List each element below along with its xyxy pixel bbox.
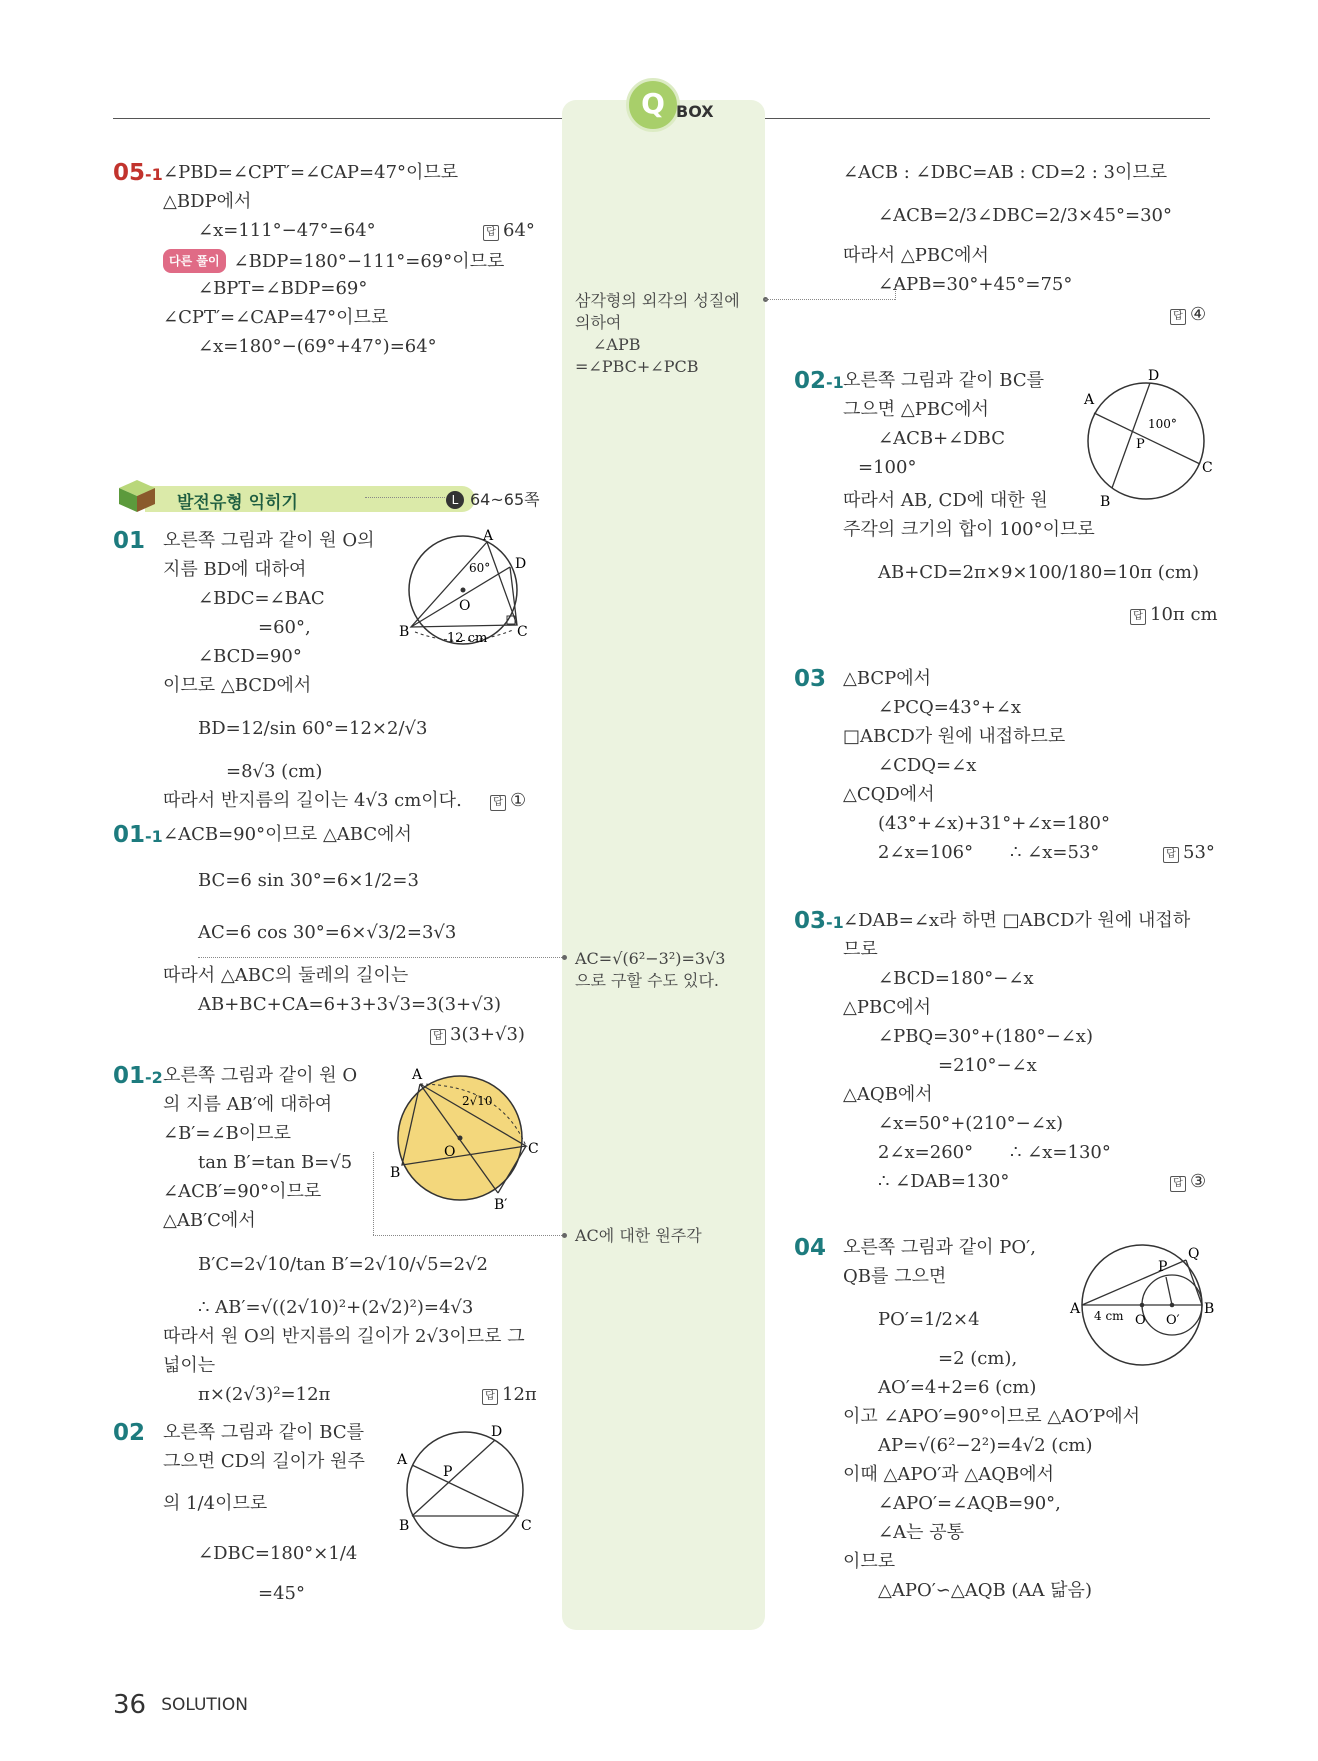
solution-line: △PBC에서 — [843, 997, 932, 1018]
problem-number-02: 02 — [113, 1420, 146, 1446]
fig-label-B: B — [390, 1165, 401, 1181]
section-header — [115, 482, 365, 514]
fig-label-B: B — [399, 1518, 410, 1534]
answer-box: 답 12π — [482, 1384, 537, 1405]
solution-line: =60°, — [258, 617, 311, 638]
solution-line: =45° — [258, 1583, 305, 1604]
solution-line: ∠BCD=90° — [198, 646, 302, 667]
fig-angle-label: 60° — [469, 561, 491, 575]
solution-line: 넓이는 — [163, 1355, 216, 1376]
solution-line: ∠x=50°+(210°−∠x) — [878, 1113, 1064, 1134]
fig-length-label: 4 cm — [1094, 1309, 1124, 1323]
problem-number-01-1: 01-1 — [113, 822, 163, 848]
solution-line: ∠BCD=180°−∠x — [878, 968, 1034, 989]
figure-04-circles — [1068, 1240, 1218, 1370]
section-leader-dots — [365, 497, 445, 498]
answer-icon: 답 — [1170, 309, 1186, 325]
answer-icon: 답 — [1163, 847, 1179, 863]
problem-number-01-2: 01-2 — [113, 1063, 163, 1089]
problem-number-03: 03 — [794, 666, 827, 692]
solution-line: 따라서 △ABC의 둘레의 길이는 — [163, 965, 409, 986]
solution-line: ∠PCQ=43°+∠x — [878, 697, 1022, 718]
alt-solution-badge: 다른 풀이 — [163, 249, 226, 273]
page-footer — [113, 1690, 248, 1720]
problem-number-03-1: 03-1 — [794, 908, 844, 934]
solution-line: 므로 — [843, 939, 878, 960]
fig-label-A: A — [483, 528, 494, 544]
solution-line: QB를 그으면 — [843, 1266, 947, 1287]
solution-line: 2∠x=106° — [878, 842, 974, 863]
formula-line: BD=12/sin 60°=12×2/√3 — [198, 718, 428, 739]
fig-length-label: 12 cm — [447, 631, 488, 646]
answer-icon: 답 — [482, 1389, 498, 1405]
solution-line: 지름 BD에 대하여 — [163, 559, 307, 580]
solution-line: 2∠x=260° — [878, 1142, 974, 1163]
solution-line: =100° — [858, 457, 917, 478]
fig-label-Oprime: O′ — [1166, 1313, 1180, 1328]
fig-label-D: D — [1148, 368, 1160, 384]
formula-line: AC=6 cos 30°=6×√3/2=3√3 — [198, 922, 457, 943]
solution-line: ∠PBD=∠CPT′=∠CAP=47°이므로 — [163, 162, 459, 183]
fig-label-P: P — [443, 1464, 453, 1480]
problem-number-04: 04 — [794, 1235, 827, 1261]
solution-line: 오른쪽 그림과 같이 BC를 — [163, 1422, 364, 1443]
section-cube-icon — [115, 478, 161, 514]
fig-label-A: A — [1070, 1301, 1081, 1317]
solution-line: 이때 △APO′과 △AQB에서 — [843, 1464, 1055, 1485]
fig-label-B: B — [399, 624, 410, 640]
fig-label-O: O — [459, 598, 471, 614]
answer-box: 답 3(3+√3) — [430, 1024, 525, 1045]
fig-label-C: C — [521, 1518, 532, 1534]
answer-icon: 답 — [483, 225, 499, 241]
l-badge-icon: L — [446, 491, 464, 509]
fig-label-A: A — [412, 1067, 423, 1083]
formula-line: ∴ AB′=√((2√10)²+(2√2)²)=4√3 — [198, 1297, 474, 1318]
solution-line: =210°−∠x — [938, 1055, 1037, 1076]
solution-line: ∠B′=∠B이므로 — [163, 1123, 291, 1144]
answer-icon: 답 — [490, 795, 506, 811]
fig-label-C: C — [1202, 460, 1213, 476]
solution-line: 오른쪽 그림과 같이 원 O — [163, 1065, 358, 1086]
answer-icon: 답 — [430, 1029, 446, 1045]
figure-01-2-circle — [390, 1063, 540, 1211]
solution-line: ∴ ∠DAB=130° — [878, 1171, 1010, 1192]
note-1-leader — [765, 299, 895, 300]
solution-line: =8√3 (cm) — [226, 761, 323, 782]
solution-line: ∠ACB+∠DBC — [878, 428, 1006, 449]
answer-box: 답 64° — [483, 220, 535, 241]
figure-01-circle — [395, 528, 535, 648]
qbox-note-3: AC에 대한 원주각 — [575, 1226, 702, 1245]
solution-line: 따라서 원 O의 반지름의 길이가 2√3이므로 그 — [163, 1326, 525, 1347]
note-2-leader — [198, 957, 562, 958]
solution-line: 이므로 △BCD에서 — [163, 675, 312, 696]
answer-icon: 답 — [1170, 1176, 1186, 1192]
fig-label-A: A — [1084, 392, 1095, 408]
footer-label: SOLUTION — [161, 1695, 248, 1715]
note-3-leader-vertical — [373, 1152, 374, 1235]
fig-label-O: O — [1135, 1313, 1146, 1328]
fig-label-P: P — [1136, 437, 1145, 452]
solution-line: ∠APO′=∠AQB=90°, — [878, 1493, 1061, 1514]
solution-line: 이므로 — [843, 1551, 896, 1572]
solution-line: △APO′∽△AQB (AA 닮음) — [878, 1580, 1092, 1601]
solution-line: (43°+∠x)+31°+∠x=180° — [878, 813, 1111, 834]
fig-label-P: P — [1158, 1259, 1168, 1275]
solution-line: 따라서 반지름의 길이는 4√3 cm이다. — [163, 790, 462, 811]
solution-line: ∴ ∠x=130° — [1010, 1142, 1111, 1163]
solution-line: AB+BC+CA=6+3+3√3=3(3+√3) — [198, 994, 502, 1015]
solution-line: △AQB에서 — [843, 1084, 933, 1105]
fig-label-C: C — [517, 624, 528, 640]
solution-line: ∠PBQ=30°+(180°−∠x) — [878, 1026, 1093, 1047]
solution-line: 오른쪽 그림과 같이 PO′, — [843, 1237, 1036, 1258]
fig-label-B: B — [1100, 494, 1111, 510]
solution-line: ∠ACB : ∠DBC=AB : CD=2 : 3이므로 — [843, 162, 1168, 183]
solution-line: ∠CDQ=∠x — [878, 755, 977, 776]
solution-line: ∠ACB=90°이므로 △ABC에서 — [163, 824, 412, 845]
solution-line: ∠DAB=∠x라 하면 □ABCD가 원에 내접하 — [843, 910, 1191, 931]
section-page-ref: L 64~65쪽 — [446, 487, 540, 510]
answer-box: 답 ① — [490, 790, 526, 811]
formula-line: B′C=2√10/tan B′=2√10/√5=2√2 — [198, 1254, 489, 1275]
qbox-note-1: 삼각형의 외각의 성질에 의하여 ∠APB =∠PBC+∠PCB — [575, 291, 740, 376]
fig-label-B: B — [1204, 1301, 1215, 1317]
solution-line: 의 지름 AB′에 대하여 — [163, 1094, 333, 1115]
solution-line: △BDP에서 — [163, 191, 252, 212]
figure-02-1-circle — [1080, 368, 1220, 510]
solution-line: 오른쪽 그림과 같이 BC를 — [843, 370, 1044, 391]
solution-line: 따라서 AB, CD에 대한 원 — [843, 490, 1048, 511]
fig-label-A: A — [397, 1452, 408, 1468]
solution-line: 주각의 크기의 합이 100°이므로 — [843, 519, 1095, 540]
solution-line: ∠x=111°−47°=64° — [198, 220, 376, 241]
header-rule-left — [113, 118, 562, 119]
formula-line: ∠DBC=180°×1/4 — [198, 1543, 358, 1564]
solution-line: □ABCD가 원에 내접하므로 — [843, 726, 1066, 747]
answer-box: 답 ③ — [1170, 1171, 1206, 1192]
solution-line: ∠A는 공통 — [878, 1522, 964, 1543]
note-3-dot — [562, 1233, 567, 1238]
fig-label-C: C — [528, 1141, 539, 1157]
fig-length-label: 2√10 — [462, 1094, 493, 1108]
solution-line: tan B′=tan B=√5 — [198, 1152, 353, 1173]
solution-line: 그으면 △PBC에서 — [843, 399, 989, 420]
fig-label-Bprime: B′ — [494, 1197, 508, 1211]
solution-line: AP=√(6²−2²)=4√2 (cm) — [878, 1435, 1093, 1456]
alt-solution-line: 다른 풀이 ∠BDP=180°−111°=69°이므로 — [163, 249, 504, 273]
problem-number-02-1: 02-1 — [794, 368, 844, 394]
page-number: 36 — [113, 1690, 147, 1720]
problem-number-05-1: 05-1 — [113, 160, 163, 186]
formula-line: PO′=1/2×4 — [878, 1309, 980, 1330]
solution-line: 이고 ∠APO′=90°이므로 △AO′P에서 — [843, 1406, 1140, 1427]
formula-line: BC=6 sin 30°=6×1/2=3 — [198, 870, 419, 891]
solution-line: 의 1/4이므로 — [163, 1493, 268, 1514]
fig-label-Q: Q — [1188, 1246, 1200, 1262]
solution-line: 따라서 △PBC에서 — [843, 245, 989, 266]
solution-line: ∠BDC=∠BAC — [198, 588, 325, 609]
fig-label-O: O — [444, 1144, 456, 1160]
solution-line: △BCP에서 — [843, 668, 932, 689]
solution-line: ∠x=180°−(69°+47°)=64° — [198, 336, 437, 357]
qbox-note-2: AC=√(6²−3²)=3√3 으로 구할 수도 있다. — [575, 949, 726, 990]
formula-line: AB+CD=2π×9×100/180=10π (cm) — [878, 562, 1200, 583]
solution-line: △CQD에서 — [843, 784, 935, 805]
header-rule-right — [765, 118, 1210, 119]
answer-icon: 답 — [1130, 609, 1146, 625]
note-2-dot — [562, 955, 567, 960]
answer-box: 답 53° — [1163, 842, 1215, 863]
answer-box: 답 10π cm — [1130, 604, 1218, 625]
solution-line: ∠ACB′=90°이므로 — [163, 1181, 322, 1202]
problem-number-01: 01 — [113, 528, 146, 554]
section-title: 발전유형 익히기 — [177, 493, 298, 513]
q-box-label: BOX — [676, 102, 714, 121]
solution-line: AO′=4+2=6 (cm) — [878, 1377, 1037, 1398]
solution-line: π×(2√3)²=12π — [198, 1384, 331, 1405]
fig-angle-label: 100° — [1148, 417, 1177, 431]
solution-line: ∠CPT′=∠CAP=47°이므로 — [163, 307, 389, 328]
solution-line: 오른쪽 그림과 같이 원 O의 — [163, 530, 375, 551]
solution-line: ∠BPT=∠BDP=69° — [198, 278, 368, 299]
q-box-icon: Q — [626, 78, 680, 132]
note-3-leader — [373, 1235, 562, 1236]
solution-line: =2 (cm), — [938, 1348, 1018, 1369]
solution-line: 그으면 CD의 길이가 원주 — [163, 1451, 365, 1472]
fig-label-D: D — [515, 556, 527, 572]
solution-line: ∠APB=30°+45°=75° — [878, 274, 1073, 295]
figure-02-circle — [395, 1420, 540, 1560]
fig-label-D: D — [491, 1424, 503, 1440]
formula-line: ∠ACB=2/3∠DBC=2/3×45°=30° — [878, 205, 1173, 226]
solution-line: △AB′C에서 — [163, 1210, 256, 1231]
answer-box: 답 ④ — [1170, 304, 1206, 325]
solution-line: ∴ ∠x=53° — [1010, 842, 1100, 863]
